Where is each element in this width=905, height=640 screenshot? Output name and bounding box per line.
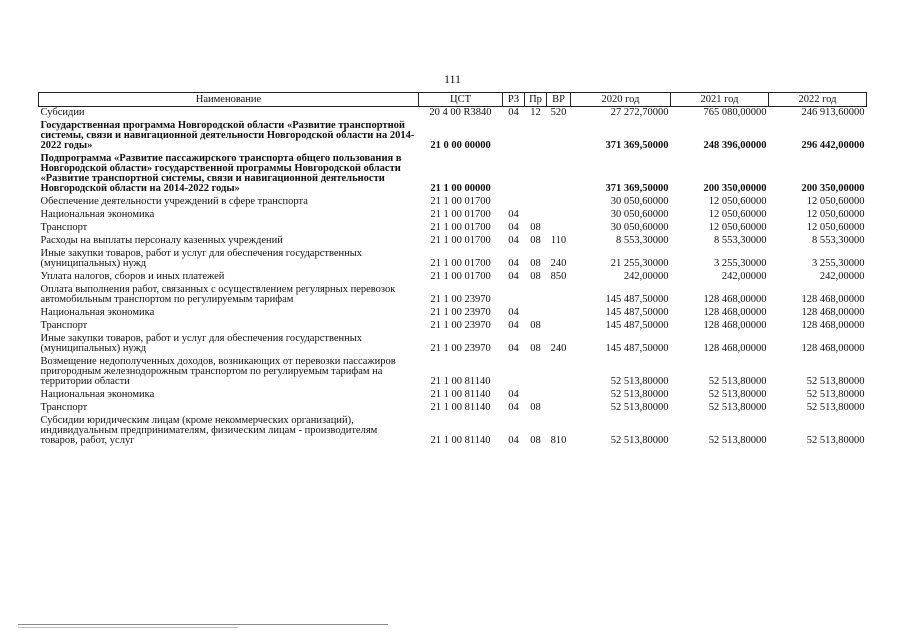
row-2022: 128 468,00000 (801, 320, 865, 331)
table-row (39, 153, 867, 196)
row-pr: 08 (530, 320, 541, 331)
header-pr: Пр (525, 93, 547, 107)
row-pr: 08 (530, 271, 541, 282)
row-vr (547, 284, 571, 307)
row-cst: 21 1 00 01700 (430, 222, 491, 233)
row-vr (547, 402, 571, 415)
header-rz: РЗ (503, 93, 525, 107)
row-pr (525, 389, 547, 402)
row-rz (503, 153, 525, 196)
row-2021: 52 513,80000 (708, 402, 767, 413)
footer-rule (18, 624, 388, 625)
row-2020: 21 255,30000 (610, 258, 669, 269)
row-name: Обеспечение деятельности учреждений в сфере транспорта (40, 196, 308, 207)
row-rz: 04 (508, 343, 519, 354)
table-header-row (39, 93, 867, 107)
row-pr: 12 (530, 107, 541, 118)
row-pr (525, 307, 547, 320)
row-rz: 04 (508, 209, 519, 220)
row-name: Государственная программа Новгородской области «Развитие транспортной системы, связи и навигационной деятельности Новгородской области на 2014-2022 годы» (40, 120, 415, 151)
row-pr: 08 (530, 402, 541, 413)
row-2020: 8 553,30000 (616, 235, 669, 246)
row-vr: 520 (550, 107, 567, 118)
row-pr (525, 284, 547, 307)
row-2022: 52 513,80000 (806, 389, 865, 400)
row-name: Подпрограмма «Развитие пассажирского транспорта общего пользования в Новгородской области» государственной программы Новгородской области «Развитие транспортной системы, связи и навигационной деятельности Новгородской области на 2014-2022 годы» (40, 153, 402, 194)
row-name: Иные закупки товаров, работ и услуг для обеспечения государственных (муниципальных) нужд (40, 333, 363, 354)
row-2021: 128 468,00000 (703, 307, 767, 318)
row-vr (547, 389, 571, 402)
row-vr (547, 196, 571, 209)
row-vr (547, 209, 571, 222)
row-pr: 08 (530, 222, 541, 233)
row-vr: 110 (550, 235, 567, 246)
row-cst: 21 1 00 01700 (430, 196, 491, 207)
row-pr: 08 (530, 258, 541, 269)
row-cst: 21 1 00 23970 (430, 294, 491, 305)
table-row (39, 307, 867, 320)
row-cst: 21 1 00 81140 (430, 435, 491, 446)
row-2020: 371 369,50000 (605, 183, 669, 194)
row-vr (547, 356, 571, 389)
budget-table (38, 92, 867, 448)
table-row (39, 271, 867, 284)
row-vr (547, 153, 571, 196)
row-2020: 30 050,60000 (610, 196, 669, 207)
row-2022: 246 913,60000 (801, 107, 865, 118)
row-pr: 08 (530, 435, 541, 446)
row-vr (547, 307, 571, 320)
row-2020: 27 272,70000 (610, 107, 669, 118)
row-vr: 240 (550, 343, 567, 354)
table-row (39, 333, 867, 356)
row-cst: 21 1 00 81140 (430, 389, 491, 400)
row-name: Возмещение недополученных доходов, возникающих от перевозки пассажиров пригородным железнодорожным транспортом по регулируемым тарифам на территории области (40, 356, 396, 387)
row-2022: 12 050,60000 (806, 222, 865, 233)
row-rz: 04 (508, 235, 519, 246)
row-cst: 21 1 00 01700 (430, 235, 491, 246)
row-2022: 296 442,00000 (801, 140, 865, 151)
row-2022: 128 468,00000 (801, 343, 865, 354)
table-row (39, 120, 867, 153)
row-cst: 21 1 00 01700 (430, 271, 491, 282)
table-row (39, 284, 867, 307)
row-2020: 145 487,50000 (605, 307, 669, 318)
row-name: Национальная экономика (40, 209, 155, 220)
row-cst: 21 1 00 81140 (430, 376, 491, 387)
header-2022: 2022 год (769, 93, 867, 107)
row-2021: 8 553,30000 (714, 235, 767, 246)
row-pr (525, 356, 547, 389)
table-body (39, 107, 867, 449)
table-row (39, 356, 867, 389)
row-name: Субсидии (40, 107, 85, 118)
table-row (39, 389, 867, 402)
header-2020: 2020 год (571, 93, 671, 107)
row-name: Транспорт (40, 402, 88, 413)
row-2020: 371 369,50000 (605, 140, 669, 151)
row-2022: 128 468,00000 (801, 307, 865, 318)
table-row (39, 248, 867, 271)
row-2020: 30 050,60000 (610, 222, 669, 233)
header-vr: ВР (547, 93, 571, 107)
row-2022: 52 513,80000 (806, 376, 865, 387)
row-rz: 04 (508, 258, 519, 269)
row-2021: 12 050,60000 (708, 209, 767, 220)
row-2020: 52 513,80000 (610, 435, 669, 446)
row-2021: 242,00000 (721, 271, 767, 282)
table-row (39, 320, 867, 333)
table-row (39, 107, 867, 121)
row-vr (547, 120, 571, 153)
row-2022: 12 050,60000 (806, 209, 865, 220)
row-rz: 04 (508, 320, 519, 331)
row-pr (525, 153, 547, 196)
row-2020: 145 487,50000 (605, 320, 669, 331)
row-2020: 145 487,50000 (605, 343, 669, 354)
row-cst: 21 1 00 23970 (430, 307, 491, 318)
row-pr: 08 (530, 235, 541, 246)
row-cst: 21 1 00 23970 (430, 343, 491, 354)
row-name: Расходы на выплаты персоналу казенных учреждений (40, 235, 283, 246)
row-vr (547, 320, 571, 333)
row-2022: 242,00000 (819, 271, 865, 282)
row-name: Транспорт (40, 320, 88, 331)
row-rz: 04 (508, 107, 519, 118)
row-vr: 810 (550, 435, 567, 446)
row-pr: 08 (530, 343, 541, 354)
row-cst: 20 4 00 R3840 (429, 107, 492, 118)
footer-rule-secondary (18, 627, 238, 628)
header-2021: 2021 год (671, 93, 769, 107)
row-rz: 04 (508, 271, 519, 282)
row-cst: 21 1 00 23970 (430, 320, 491, 331)
row-name: Транспорт (40, 222, 88, 233)
row-2021: 3 255,30000 (714, 258, 767, 269)
row-vr: 850 (550, 271, 567, 282)
row-2020: 145 487,50000 (605, 294, 669, 305)
table-row (39, 235, 867, 248)
row-rz (503, 284, 525, 307)
row-2021: 52 513,80000 (708, 435, 767, 446)
header-name: Наименование (39, 93, 419, 107)
row-2021: 52 513,80000 (708, 389, 767, 400)
row-name: Иные закупки товаров, работ и услуг для обеспечения государственных (муниципальных) нужд (40, 248, 363, 269)
page-number: 111 (443, 72, 462, 86)
row-2021: 765 080,00000 (703, 107, 767, 118)
row-2021: 12 050,60000 (708, 222, 767, 233)
row-cst: 21 0 00 00000 (430, 140, 491, 151)
row-name: Уплата налогов, сборов и иных платежей (40, 271, 225, 282)
row-rz: 04 (508, 435, 519, 446)
table-row (39, 415, 867, 448)
row-name: Национальная экономика (40, 307, 155, 318)
row-2021: 248 396,00000 (703, 140, 767, 151)
row-2020: 52 513,80000 (610, 389, 669, 400)
row-2021: 12 050,60000 (708, 196, 767, 207)
row-2021: 52 513,80000 (708, 376, 767, 387)
row-2022: 52 513,80000 (806, 402, 865, 413)
row-2022: 8 553,30000 (812, 235, 865, 246)
row-2022: 3 255,30000 (812, 258, 865, 269)
table-row (39, 402, 867, 415)
row-name: Субсидии юридическим лицам (кроме некоммерческих организаций), индивидуальным предпринимателям, физическим лицам - производителям товаров, работ, услуг (40, 415, 378, 446)
row-name: Оплата выполнения работ, связанных с осуществлением регулярных перевозок автомобильным транспортом по регулируемым тарифам (40, 284, 396, 305)
row-cst: 21 1 00 81140 (430, 402, 491, 413)
table-row (39, 222, 867, 235)
row-2022: 12 050,60000 (806, 196, 865, 207)
table-row (39, 209, 867, 222)
row-2022: 200 350,00000 (801, 183, 865, 194)
row-rz: 04 (508, 389, 519, 400)
row-pr (525, 120, 547, 153)
row-2022: 52 513,80000 (806, 435, 865, 446)
row-name: Национальная экономика (40, 389, 155, 400)
row-2020: 242,00000 (623, 271, 669, 282)
row-pr (525, 196, 547, 209)
row-rz (503, 196, 525, 209)
row-2021: 128 468,00000 (703, 294, 767, 305)
row-2021: 128 468,00000 (703, 343, 767, 354)
row-2020: 52 513,80000 (610, 376, 669, 387)
row-2021: 200 350,00000 (703, 183, 767, 194)
row-cst: 21 1 00 00000 (430, 183, 491, 194)
row-rz (503, 120, 525, 153)
row-cst: 21 1 00 01700 (430, 209, 491, 220)
row-2020: 30 050,60000 (610, 209, 669, 220)
row-cst: 21 1 00 01700 (430, 258, 491, 269)
row-rz: 04 (508, 307, 519, 318)
row-2020: 52 513,80000 (610, 402, 669, 413)
row-pr (525, 209, 547, 222)
header-cst: ЦСТ (419, 93, 503, 107)
row-rz: 04 (508, 222, 519, 233)
row-2022: 128 468,00000 (801, 294, 865, 305)
row-rz (503, 356, 525, 389)
row-2021: 128 468,00000 (703, 320, 767, 331)
row-vr (547, 222, 571, 235)
row-rz: 04 (508, 402, 519, 413)
table-row (39, 196, 867, 209)
row-vr: 240 (550, 258, 567, 269)
